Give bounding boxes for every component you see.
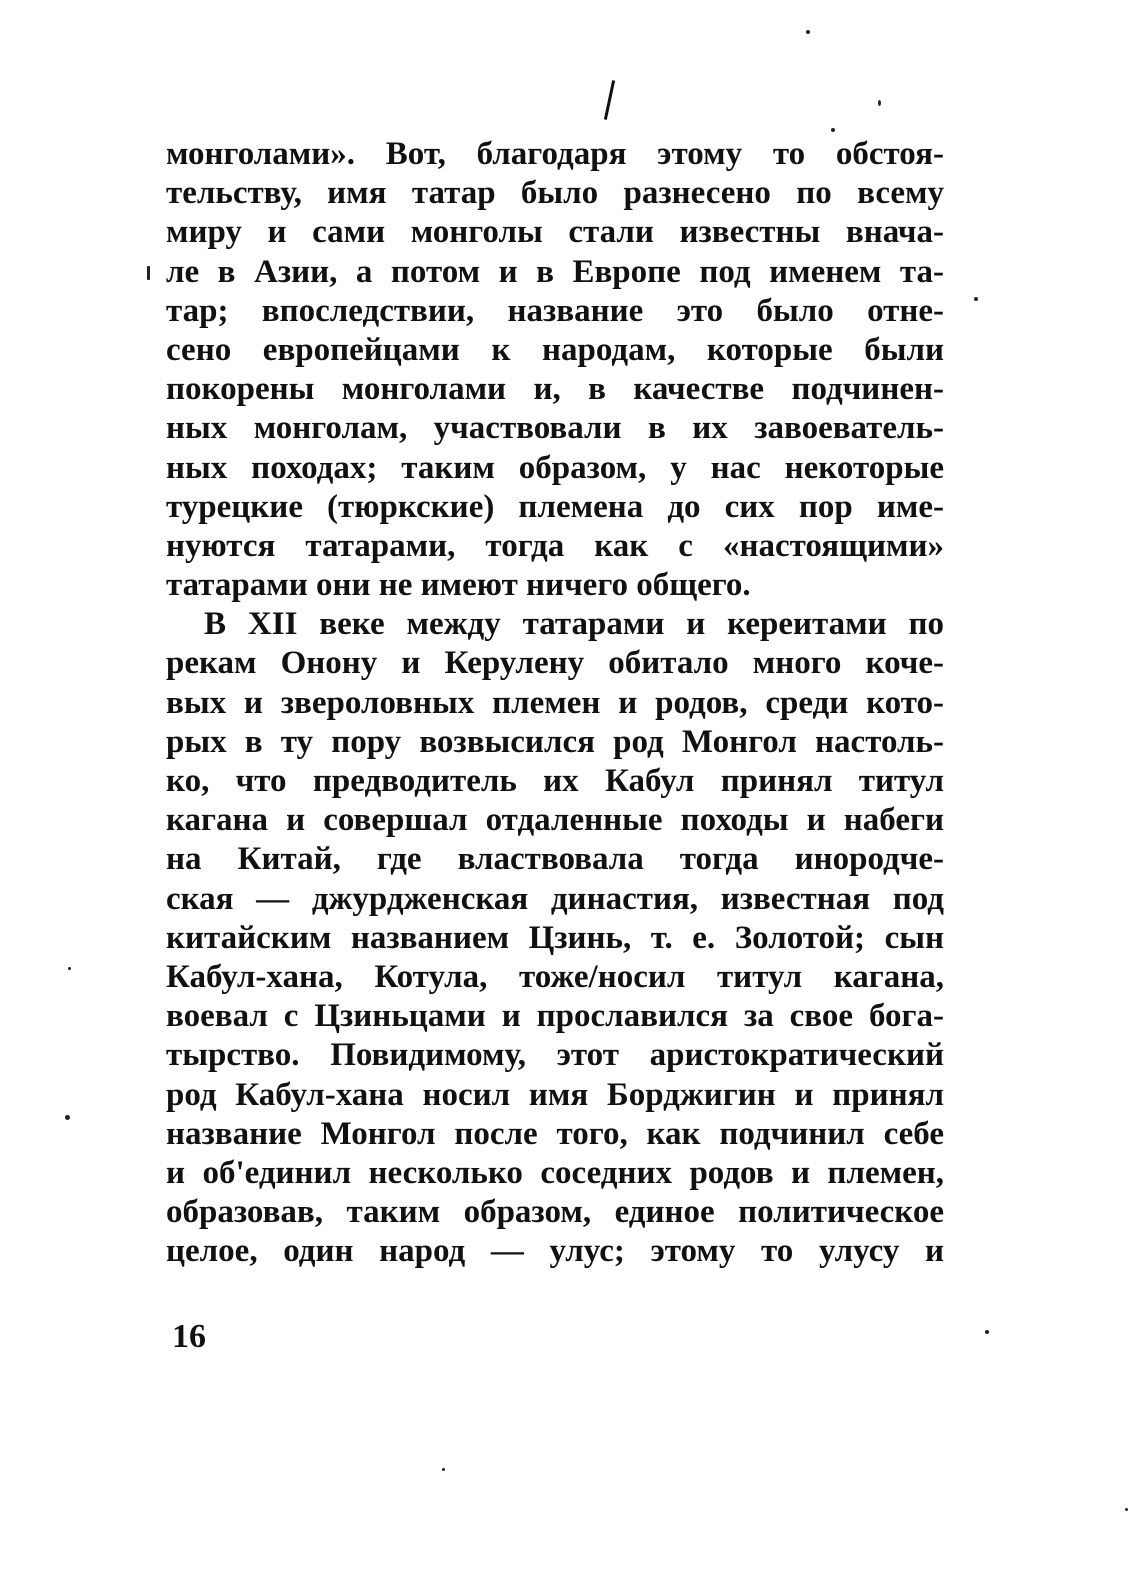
text-line: ных монголам, участвовали в их завоеватель- bbox=[166, 410, 944, 447]
text-line: тельству, имя татар было разнесено по всему bbox=[166, 175, 944, 212]
text-line: рекам Онону и Керулену обитало много коче- bbox=[166, 645, 944, 682]
speck bbox=[147, 266, 150, 280]
text-line: тар; впоследствии, название это было отне- bbox=[166, 292, 944, 329]
text-line: нуются татарами, тогда как с «настоящими» bbox=[166, 527, 944, 564]
text-line: образовав, таким образом, единое политическое bbox=[166, 1194, 944, 1231]
text-line: китайским названием Цзинь, т. е. Золотой; сын bbox=[166, 919, 944, 956]
text-line: В XII веке между татарами и кереитами по bbox=[204, 606, 944, 643]
text-line: и об'единил несколько соседних родов и племен, bbox=[166, 1154, 944, 1191]
text-line: ле в Азии, а потом и в Европе под именем та- bbox=[166, 253, 944, 290]
speck bbox=[1125, 1508, 1128, 1511]
text-line: название Монгол после того, как подчинил себе bbox=[166, 1115, 944, 1152]
text-line: татарами они не имеют ничего общего. bbox=[166, 567, 751, 604]
text-line: рых в ту пору возвысился род Монгол настоль- bbox=[166, 723, 944, 760]
speck bbox=[806, 30, 810, 34]
speck bbox=[68, 967, 71, 970]
text-line: турецкие (тюркские) племена до сих пор име- bbox=[166, 488, 944, 525]
text-line: монголами». Вот, благодаря этому то обстоя- bbox=[166, 136, 944, 172]
text-line: род Кабул-хана носил имя Борджигин и принял bbox=[166, 1076, 944, 1113]
paragraph-2 bbox=[166, 605, 944, 1271]
text-line: кагана и совершал отдаленные походы и набеги bbox=[166, 802, 944, 839]
text-line: на Китай, где властвовала тогда инородче- bbox=[166, 841, 944, 878]
text-line: целое, один народ — улус; этому то улусу и bbox=[166, 1233, 944, 1270]
text-line: ных походах; таким образом, у нас некоторые bbox=[166, 449, 944, 486]
text-line: Кабул-хана, Котула, тоже/носил титул кагана, bbox=[166, 958, 944, 995]
paragraph-1 bbox=[166, 135, 944, 605]
speck bbox=[878, 100, 881, 106]
text-line: ко, что предводитель их Кабул принял титул bbox=[166, 763, 944, 799]
stray-mark bbox=[604, 80, 615, 120]
text-line: вых и звероловных племен и родов, среди кото- bbox=[166, 684, 944, 721]
text-line: воевал с Цзиньцами и прославился за свое бога- bbox=[166, 998, 944, 1035]
text-line: ская — джурдженская династия, известная под bbox=[166, 880, 944, 917]
body-text bbox=[166, 135, 944, 1271]
text-line: покорены монголами и, в качестве подчинен- bbox=[166, 371, 944, 408]
speck bbox=[831, 128, 835, 132]
speck bbox=[65, 1115, 70, 1120]
text-line: тырство. Повидимому, этот аристократический bbox=[166, 1037, 944, 1074]
speck bbox=[442, 1468, 445, 1471]
text-line: сено европейцами к народам, которые были bbox=[166, 331, 944, 368]
speck bbox=[974, 297, 978, 301]
speck bbox=[985, 1330, 989, 1334]
text-line: миру и сами монголы стали известны внача- bbox=[166, 214, 944, 251]
page-number: 16 bbox=[172, 1318, 206, 1355]
